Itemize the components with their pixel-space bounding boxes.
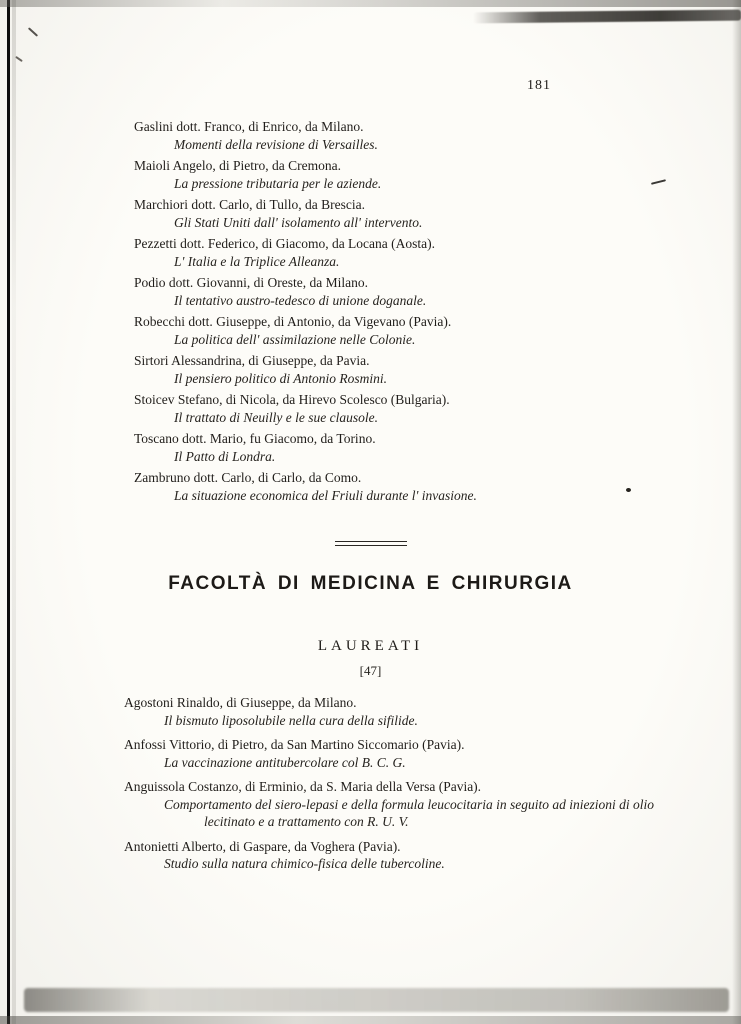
graduate-name: Antonietti Alberto, di Gaspare, da Voghera (Pavia). — [124, 838, 401, 854]
scan-top-edge-smudge — [0, 0, 741, 7]
graduate-entry — [134, 469, 654, 505]
graduate-entry — [124, 736, 664, 771]
letters-graduates-list — [134, 118, 654, 508]
thesis-title: Il Patto di Londra. — [174, 449, 276, 464]
thesis-title: Studio sulla natura chimico-fisica delle tubercoline. — [164, 856, 445, 871]
section-divider — [335, 541, 407, 546]
graduate-entry — [134, 157, 654, 193]
graduate-entry — [134, 196, 654, 232]
graduate-name: Agostoni Rinaldo, di Giuseppe, da Milano. — [124, 695, 357, 710]
graduate-entry — [124, 838, 664, 873]
graduate-name: Anfossi Vittorio, di Pietro, da San Martino Siccomario (Pavia). — [124, 737, 465, 752]
thesis-title: Il trattato di Neuilly e le sue clausole. — [174, 410, 378, 425]
graduate-name: Pezzetti dott. Federico, di Giacomo, da Locana (Aosta). — [134, 236, 436, 251]
graduate-entry — [134, 430, 654, 466]
graduate-name: Maioli Angelo, di Pietro, da Cremona. — [134, 158, 341, 173]
graduate-entry — [134, 274, 654, 310]
thesis-title: Il pensiero politico di Antonio Rosmini. — [174, 371, 387, 386]
graduate-entry — [134, 118, 654, 154]
thesis-title: Momenti della revisione di Versailles. — [174, 137, 378, 152]
thesis-title: Il bismuto liposolubile nella cura della sifilide. — [164, 712, 418, 728]
page-number: 181 — [527, 78, 551, 93]
graduate-name: Anguissola Costanzo, di Erminio, da S. Maria della Versa (Pavia). — [124, 779, 482, 794]
thesis-title: Il tentativo austro-tedesco di unione doganale. — [174, 293, 427, 308]
thesis-title: Gli Stati Uniti dall' isolamento all' intervento. — [174, 215, 423, 230]
graduate-name: Toscano dott. Mario, fu Giacomo, da Torino. — [134, 431, 376, 446]
graduate-entry — [134, 391, 654, 427]
thesis-title: L' Italia e la Triplice Alleanza. — [174, 254, 340, 269]
graduate-name: Marchiori dott. Carlo, di Tullo, da Brescia. — [134, 197, 365, 212]
thesis-title: La situazione economica del Friuli durante l' invasione. — [174, 488, 477, 503]
faculty-heading: FACOLTÀ DI MEDICINA E CHIRURGIA — [168, 573, 573, 594]
scan-top-right-smudge — [473, 10, 741, 24]
graduate-entry — [134, 235, 654, 271]
graduate-entry — [134, 352, 654, 388]
medicine-graduates-list — [124, 694, 664, 880]
graduate-entry — [124, 778, 664, 831]
graduate-name: Zambruno dott. Carlo, di Carlo, da Como. — [134, 470, 362, 485]
scan-artifact-stroke — [28, 27, 38, 37]
graduate-entry — [134, 313, 654, 349]
graduate-name: Stoicev Stefano, di Nicola, da Hirevo Scolesco (Bulgaria). — [134, 392, 450, 407]
graduate-name: Podio dott. Giovanni, di Oreste, da Milano. — [134, 275, 368, 290]
scan-right-edge-shadow — [732, 0, 741, 1024]
thesis-title: La politica dell' assimilazione nelle Colonie. — [174, 332, 416, 347]
scan-bottom-smudge — [24, 988, 729, 1012]
scan-bottom-edge-smudge — [0, 1016, 741, 1024]
thesis-title: Comportamento del siero-lepasi e della formula leucocitaria in seguito ad iniezioni di olio lecitinato e a trattamento con R. U. V. — [164, 796, 654, 829]
scan-artifact-stroke — [15, 56, 23, 62]
thesis-title: La pressione tributaria per le aziende. — [174, 176, 382, 191]
graduate-name: Robecchi dott. Giuseppe, di Antonio, da Vigevano (Pavia). — [134, 314, 452, 329]
graduate-name: Gaslini dott. Franco, di Enrico, da Milano. — [134, 119, 364, 134]
thesis-title: La vaccinazione antitubercolare col B. C. G. — [164, 754, 406, 770]
graduate-name: Sirtori Alessandrina, di Giuseppe, da Pavia. — [134, 353, 370, 368]
scan-left-edge-line — [7, 0, 10, 1024]
entry-count: [47] — [359, 663, 382, 678]
laureati-subheading: LAUREATI — [317, 638, 424, 654]
graduate-entry — [124, 694, 664, 729]
scan-left-edge-shadow — [12, 0, 16, 1024]
